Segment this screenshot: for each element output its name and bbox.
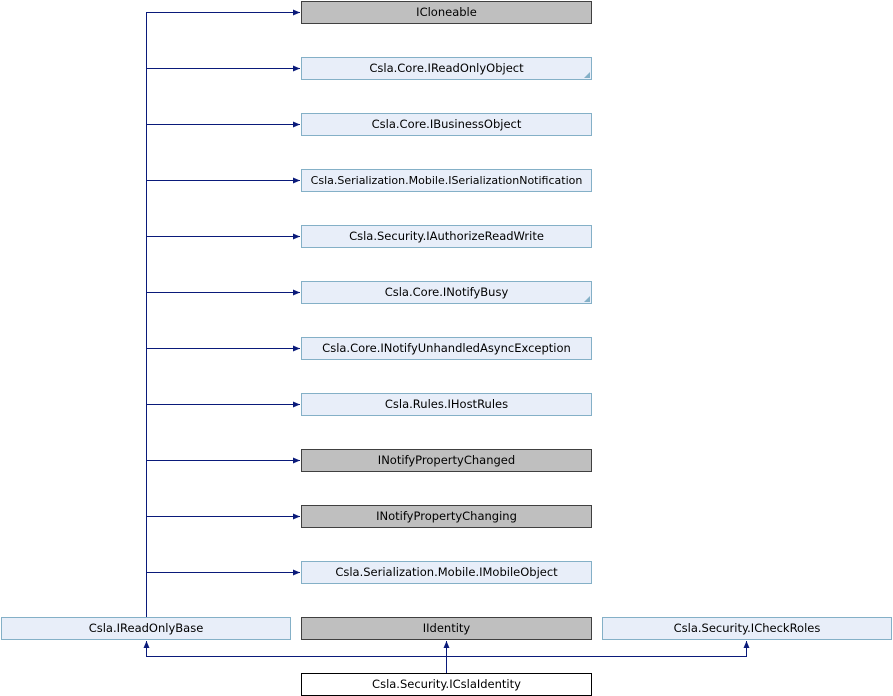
- edge-icslaidentity-to-icheckroles: [447, 641, 747, 657]
- node-label: Csla.Security.ICslaIdentity: [372, 677, 521, 691]
- node-ireadonlyobject[interactable]: [301, 57, 592, 80]
- node-icheckroles[interactable]: [602, 617, 892, 640]
- node-label: Csla.Security.IAuthorizeReadWrite: [349, 229, 544, 243]
- node-ireadonlybase[interactable]: [1, 617, 291, 640]
- edge-icslaidentity-to-ireadonlybase: [147, 641, 447, 657]
- node-label: Csla.Core.INotifyBusy: [384, 285, 509, 299]
- node-inotifybusy[interactable]: [301, 281, 592, 304]
- node-label: Csla.Core.IBusinessObject: [371, 117, 522, 131]
- truncated-corner-icon: [584, 296, 590, 302]
- node-label: IIdentity: [422, 621, 471, 635]
- node-label: Csla.Core.INotifyUnhandledAsyncException: [322, 341, 571, 355]
- node-icloneable: [301, 1, 592, 24]
- node-label: Csla.Serialization.Mobile.IMobileObject: [335, 565, 558, 579]
- node-ibusinessobject[interactable]: [301, 113, 592, 136]
- node-inotifypropertychanged: [301, 449, 592, 472]
- node-ihostrules[interactable]: [301, 393, 592, 416]
- node-icslaidentity: [301, 673, 592, 696]
- node-label: INotifyPropertyChanged: [377, 453, 516, 467]
- node-label: Csla.Rules.IHostRules: [384, 397, 509, 411]
- node-iauthorizereadwrite[interactable]: [301, 225, 592, 248]
- node-label: Csla.Core.IReadOnlyObject: [369, 61, 524, 75]
- node-iidentity: [301, 617, 592, 640]
- node-inotifypropertychanging: [301, 505, 592, 528]
- truncated-corner-icon: [584, 72, 590, 78]
- node-iserializationnotification[interactable]: [301, 169, 592, 192]
- node-label: INotifyPropertyChanging: [376, 509, 517, 523]
- node-imobileobject[interactable]: [301, 561, 592, 584]
- node-label: Csla.Serialization.Mobile.ISerializationNotification: [310, 174, 583, 187]
- node-label: Csla.Security.ICheckRoles: [673, 621, 821, 635]
- node-inotifyunhandledasyncexception[interactable]: [301, 337, 592, 360]
- node-label: ICloneable: [416, 5, 477, 19]
- node-label: Csla.IReadOnlyBase: [88, 621, 204, 635]
